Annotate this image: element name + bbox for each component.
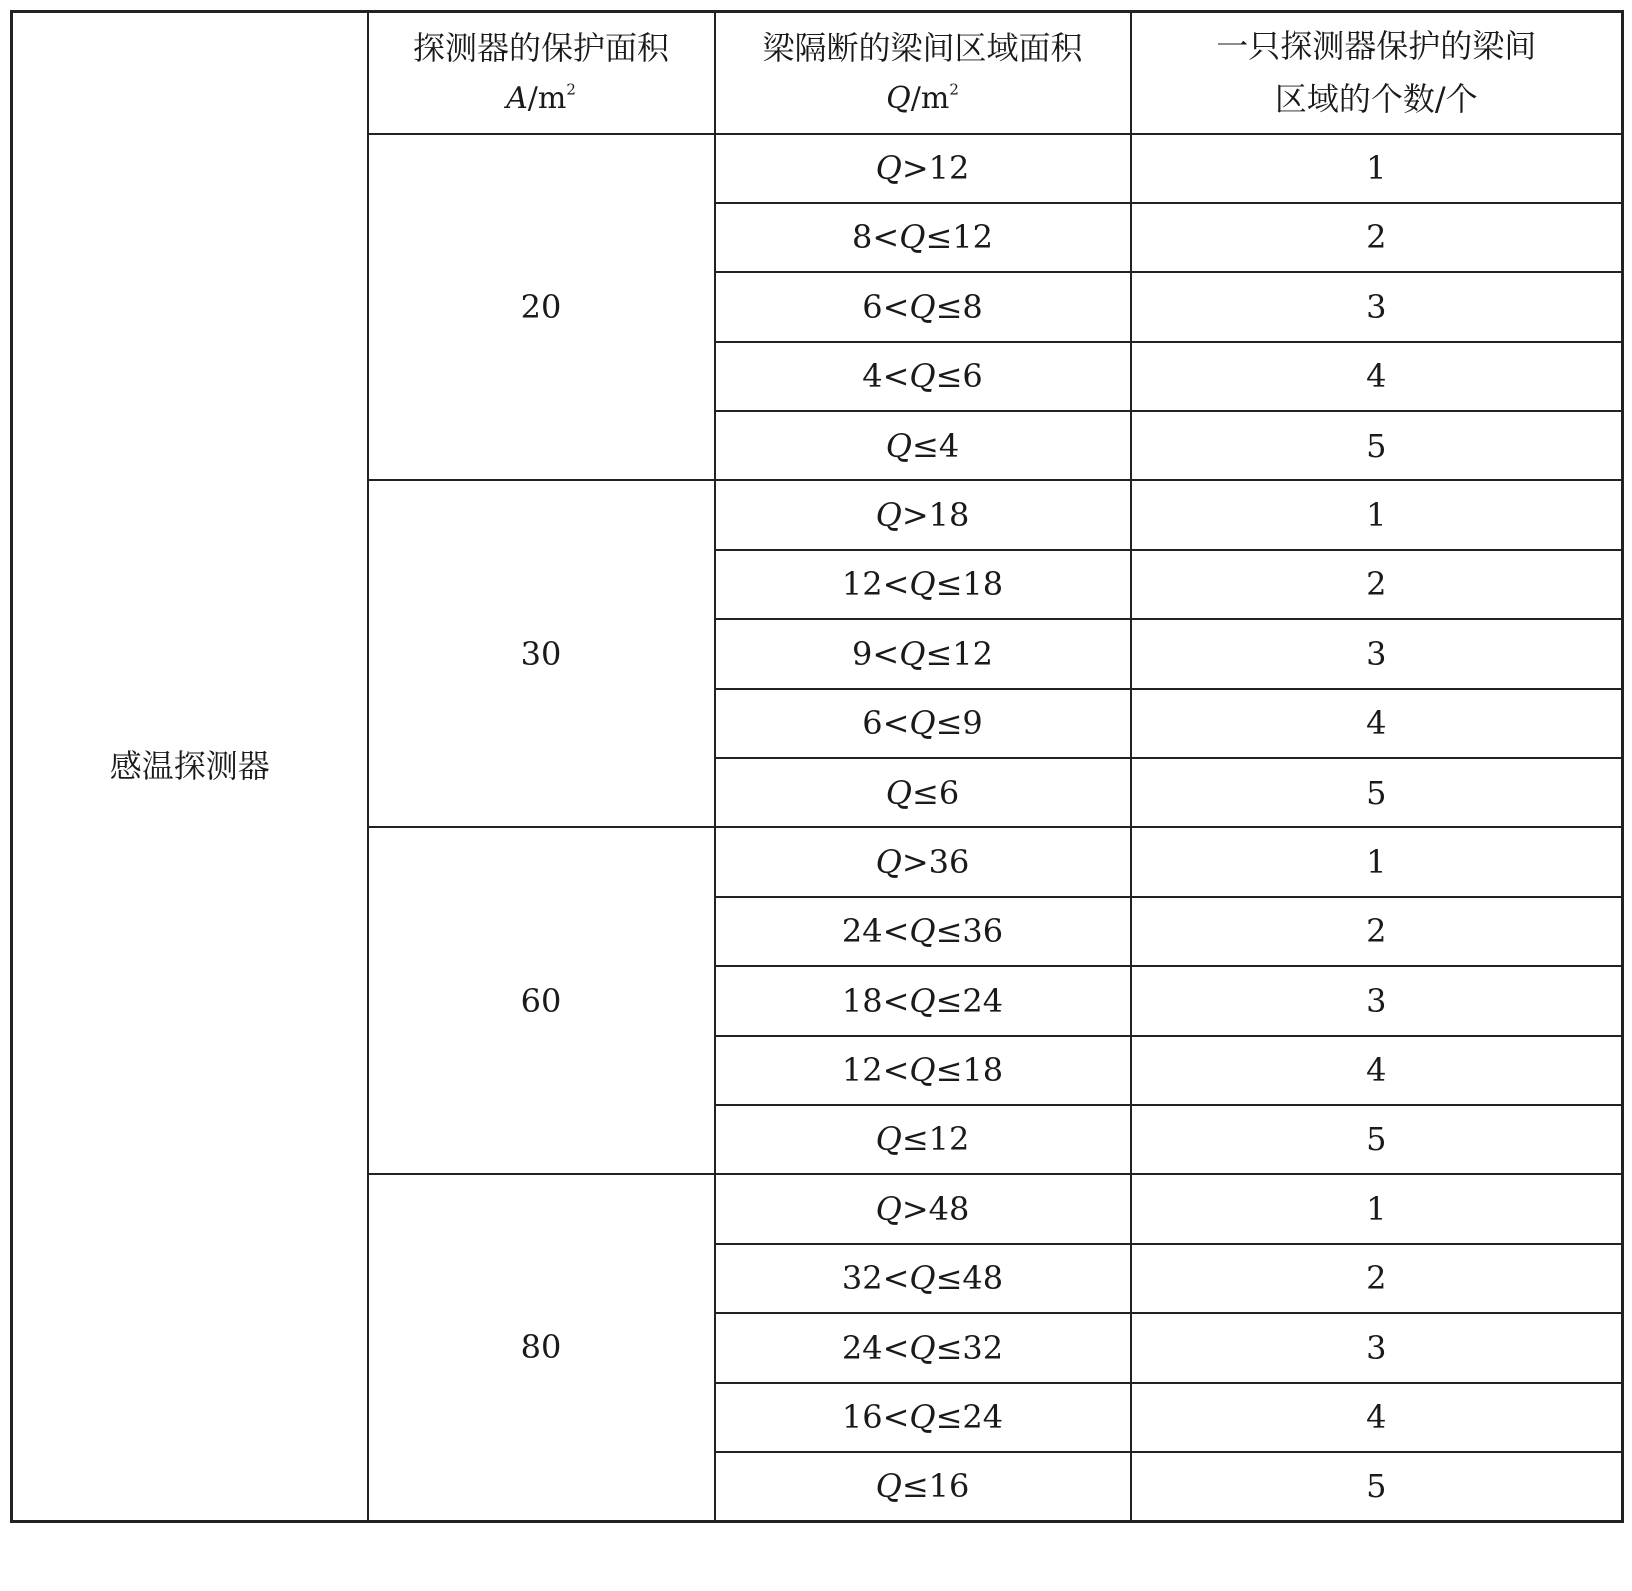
range-text: 24<Q≤32	[841, 1328, 1004, 1367]
range-cell	[715, 619, 1131, 688]
range-cell	[715, 1244, 1131, 1313]
header-row	[12, 12, 1623, 134]
range-cell	[715, 550, 1131, 619]
header-count	[1131, 12, 1623, 134]
header-area-symbol: A	[506, 80, 528, 116]
range-text: 9<Q≤12	[852, 634, 993, 673]
range-cell	[715, 1174, 1131, 1243]
range-cell	[715, 1452, 1131, 1521]
header-beam-unit-exp: 2	[949, 80, 959, 99]
range-text: 12<Q≤18	[841, 1051, 1004, 1090]
count-cell: 4	[1131, 1383, 1623, 1452]
range-cell	[715, 1383, 1131, 1452]
range-cell	[715, 1036, 1131, 1105]
range-cell	[715, 689, 1131, 758]
count-cell: 1	[1131, 1174, 1623, 1243]
range-text: Q>18	[875, 495, 970, 534]
count-cell: 1	[1131, 480, 1623, 549]
area-cell: 30	[368, 480, 715, 827]
range-text: 16<Q≤24	[841, 1398, 1004, 1437]
range-text: 8<Q≤12	[852, 218, 993, 257]
range-cell	[715, 480, 1131, 549]
count-cell: 2	[1131, 897, 1623, 966]
count-cell: 5	[1131, 1452, 1623, 1521]
header-area-unit-text: m	[537, 80, 567, 116]
count-cell: 5	[1131, 1105, 1623, 1174]
table-body	[12, 12, 1623, 1522]
range-text: 6<Q≤8	[862, 287, 983, 326]
range-text: Q≤12	[875, 1120, 970, 1159]
count-cell: 3	[1131, 1313, 1623, 1382]
count-cell: 4	[1131, 689, 1623, 758]
range-text: 18<Q≤24	[841, 981, 1004, 1020]
range-text: 24<Q≤36	[841, 912, 1004, 951]
header-area	[368, 12, 715, 134]
area-cell: 80	[368, 1174, 715, 1521]
range-text: Q≤6	[885, 773, 960, 812]
header-count-line2: 区域的个数/个	[1274, 79, 1478, 118]
count-cell: 4	[1131, 342, 1623, 411]
count-cell: 1	[1131, 134, 1623, 203]
range-text: Q>36	[875, 842, 970, 881]
count-cell: 2	[1131, 1244, 1623, 1313]
count-cell: 3	[1131, 272, 1623, 341]
range-cell	[715, 203, 1131, 272]
range-cell	[715, 272, 1131, 341]
range-text: Q≤4	[885, 426, 960, 465]
count-cell: 5	[1131, 758, 1623, 827]
range-cell	[715, 134, 1131, 203]
range-text: Q>48	[875, 1189, 970, 1228]
range-cell	[715, 827, 1131, 896]
header-area-label: 探测器的保护面积	[412, 28, 669, 67]
header-beam	[715, 12, 1131, 134]
header-beam-unit-text: m	[920, 80, 950, 116]
range-cell	[715, 758, 1131, 827]
range-text: 32<Q≤48	[841, 1259, 1004, 1298]
header-area-unit: $A/m^2$	[506, 80, 576, 116]
header-count-line1: 一只探测器保护的梁间	[1216, 27, 1537, 66]
area-cell: 60	[368, 827, 715, 1174]
detector-spec-table	[10, 10, 1624, 1523]
range-text: 6<Q≤9	[862, 704, 983, 743]
count-cell: 3	[1131, 966, 1623, 1035]
range-cell	[715, 966, 1131, 1035]
range-text: Q≤16	[875, 1467, 970, 1506]
header-beam-label: 梁隔断的梁间区域面积	[762, 28, 1083, 67]
range-text: Q>12	[875, 149, 970, 187]
range-text: 4<Q≤6	[862, 357, 983, 396]
header-area-unit-exp: 2	[566, 80, 576, 99]
range-cell	[715, 897, 1131, 966]
count-cell: 2	[1131, 550, 1623, 619]
detector-type-cell	[12, 12, 368, 1522]
area-cell: 20	[368, 134, 715, 481]
count-cell: 1	[1131, 827, 1623, 896]
range-cell	[715, 411, 1131, 480]
range-text: 12<Q≤18	[841, 565, 1004, 604]
range-cell	[715, 1313, 1131, 1382]
header-beam-symbol: Q	[886, 80, 911, 116]
range-cell	[715, 1105, 1131, 1174]
count-cell: 4	[1131, 1036, 1623, 1105]
count-cell: 5	[1131, 411, 1623, 480]
detector-type-label: 感温探测器	[109, 747, 270, 786]
count-cell: 2	[1131, 203, 1623, 272]
range-cell	[715, 342, 1131, 411]
header-beam-unit: $Q/m^2$	[886, 80, 959, 116]
count-cell: 3	[1131, 619, 1623, 688]
